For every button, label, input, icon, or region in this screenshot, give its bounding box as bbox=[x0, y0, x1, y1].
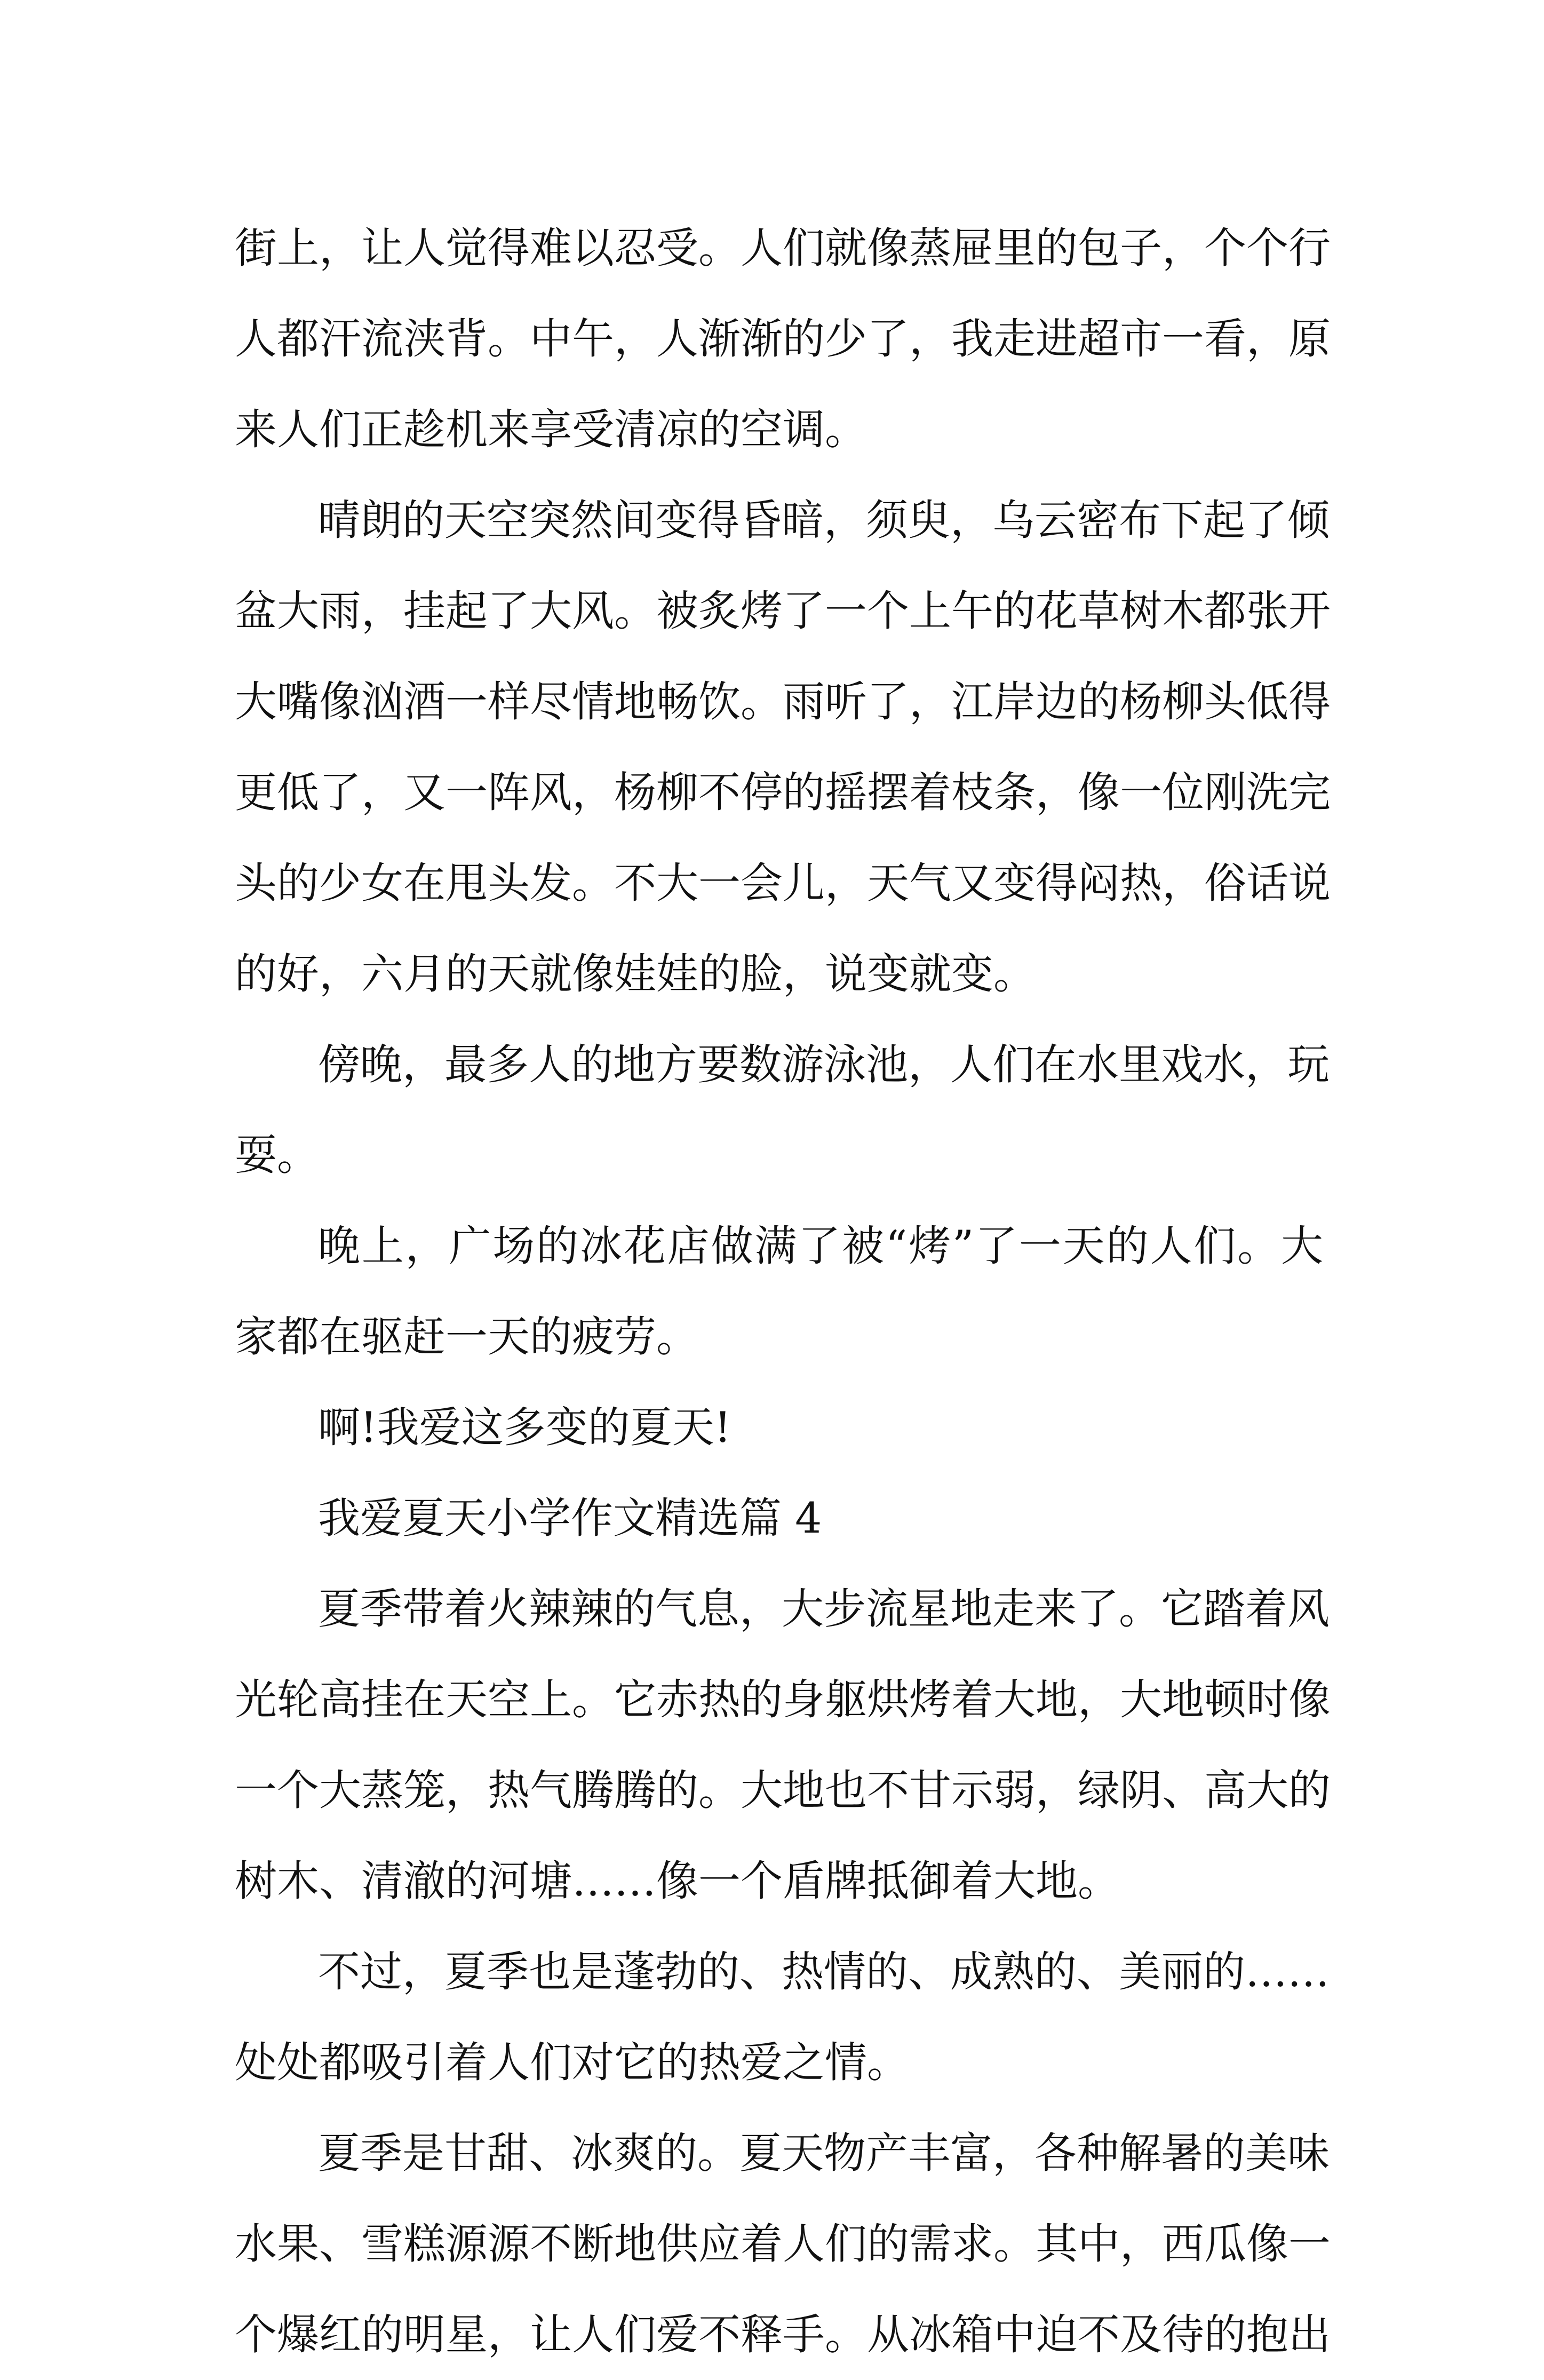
text-line: 更低了，又一阵风，杨柳不停的摇摆着枝条，像一位刚洗完 bbox=[235, 768, 1331, 817]
essay-body bbox=[235, 203, 1331, 2380]
text-line: 的好，六月的天就像娃娃的脸，说变就变。 bbox=[235, 949, 1036, 998]
text-line: 街上，让人觉得难以忍受。人们就像蒸屉里的包子，个个行 bbox=[235, 224, 1331, 273]
text-line: 一个大蒸笼，热气腾腾的。大地也不甘示弱，绿阴、高大的 bbox=[235, 1766, 1331, 1815]
text-line: 人都汗流浃背。中午，人渐渐的少了，我走进超市一看，原 bbox=[235, 314, 1331, 363]
text-line: 头的少女在甩头发。不大一会儿，天气又变得闷热，俗话说 bbox=[235, 859, 1331, 908]
text-line: 个爆红的明星，让人们爱不释手。从冰箱中迫不及待的抱出 bbox=[235, 2310, 1331, 2359]
text-line: 水果、雪糕源源不断地供应着人们的需求。其中，西瓜像一 bbox=[235, 2219, 1331, 2268]
text-line: 大嘴像汹酒一样尽情地畅饮。雨听了，江岸边的杨柳头低得 bbox=[235, 677, 1331, 726]
text-line: 处处都吸引着人们对它的热爱之情。 bbox=[235, 2038, 909, 2087]
text-line: 树木、清澈的河塘……像一个盾牌抵御着大地。 bbox=[235, 1857, 1120, 1906]
text-line: 晴朗的天空突然间变得昏暗，须臾，乌云密布下起了倾 bbox=[318, 496, 1330, 545]
text-line: 傍晚，最多人的地方要数游泳池，人们在水里戏水，玩 bbox=[318, 1040, 1330, 1089]
text-line: 盆大雨，挂起了大风。被炙烤了一个上午的花草树木都张开 bbox=[235, 586, 1331, 636]
text-line: 不过，夏季也是蓬勃的、热情的、成熟的、美丽的…… bbox=[318, 1947, 1330, 1996]
text-line: 耍。 bbox=[235, 1131, 319, 1180]
text-line: 我爱夏天小学作文精选篇 4 bbox=[318, 1494, 822, 1543]
text-line: 来人们正趁机来享受清凉的空调。 bbox=[235, 405, 867, 454]
text-line: 光轮高挂在天空上。它赤热的身躯烘烤着大地，大地顿时像 bbox=[235, 1675, 1331, 1724]
text-line: 啊!我爱这多变的夏天! bbox=[318, 1403, 731, 1452]
text-line: 晚上，广场的冰花店做满了被“烤”了一天的人们。大 bbox=[318, 1221, 1323, 1271]
text-line: 夏季带着火辣辣的气息，大步流星地走来了。它踏着风 bbox=[318, 1584, 1330, 1633]
text-line: 夏季是甘甜、冰爽的。夏天物产丰富，各种解暑的美味 bbox=[318, 2129, 1330, 2178]
text-line: 家都在驱赶一天的疲劳。 bbox=[235, 1312, 698, 1361]
